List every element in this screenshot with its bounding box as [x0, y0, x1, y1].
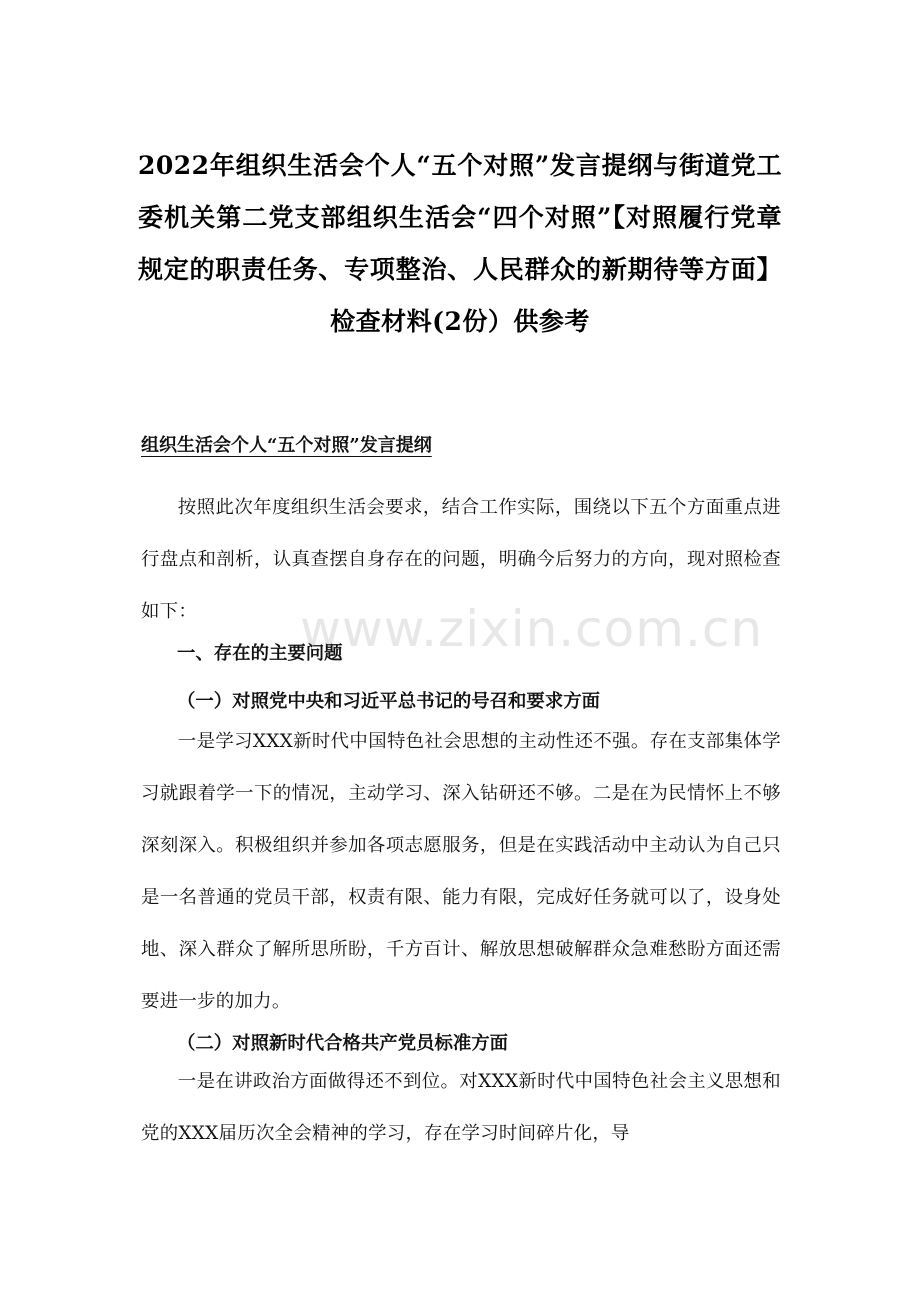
watermark: www.zixin.com.cn [300, 600, 764, 658]
document-title: 2022年组织生活会个人“五个对照”发言提纲与街道党工委机关第二党支部组织生活会“四个对照”【对照履行党章规定的职责任务、专项整治、人民群众的新期待等方面】检查材料(2份）供参考 [138, 151, 782, 336]
subsection-2-heading: （二）对照新时代合格共产党员标准方面 [177, 1033, 509, 1054]
subsection-2-paragraph: 一是在讲政治方面做得还不到位。对XXX新时代中国特色社会主义思想和党的XXX届历次全会精神的学习，存在学习时间碎片化，导 [141, 1071, 781, 1144]
heading-main-problems: 一、存在的主要问题 [177, 643, 343, 664]
subsection-1-heading: （一）对照党中央和习近平总书记的号召和要求方面 [177, 691, 600, 712]
section-heading: 组织生活会个人“五个对照”发言提纲 [141, 435, 432, 456]
subsection-1-paragraph: 一是学习XXX新时代中国特色社会思想的主动性还不强。存在支部集体学习就跟着学一下的情况，主动学习、深入钻研还不够。二是在为民情怀上不够深刻深入。积极组织并参加各项志愿服务，但是在实践活动中主动认为自己只是一名普通的党员干部，权责有限、能力有限，完成好任务就可以了，设身处地、深入群众了解所思所盼，千方百计、解放思想破解群众急难愁盼方面还需要进一步的加力。 [141, 731, 781, 1012]
intro-paragraph: 按照此次年度组织生活会要求，结合工作实际，围绕以下五个方面重点进行盘点和剖析，认真查摆自身存在的问题，明确今后努力的方向，现对照检查如下： [141, 497, 781, 622]
